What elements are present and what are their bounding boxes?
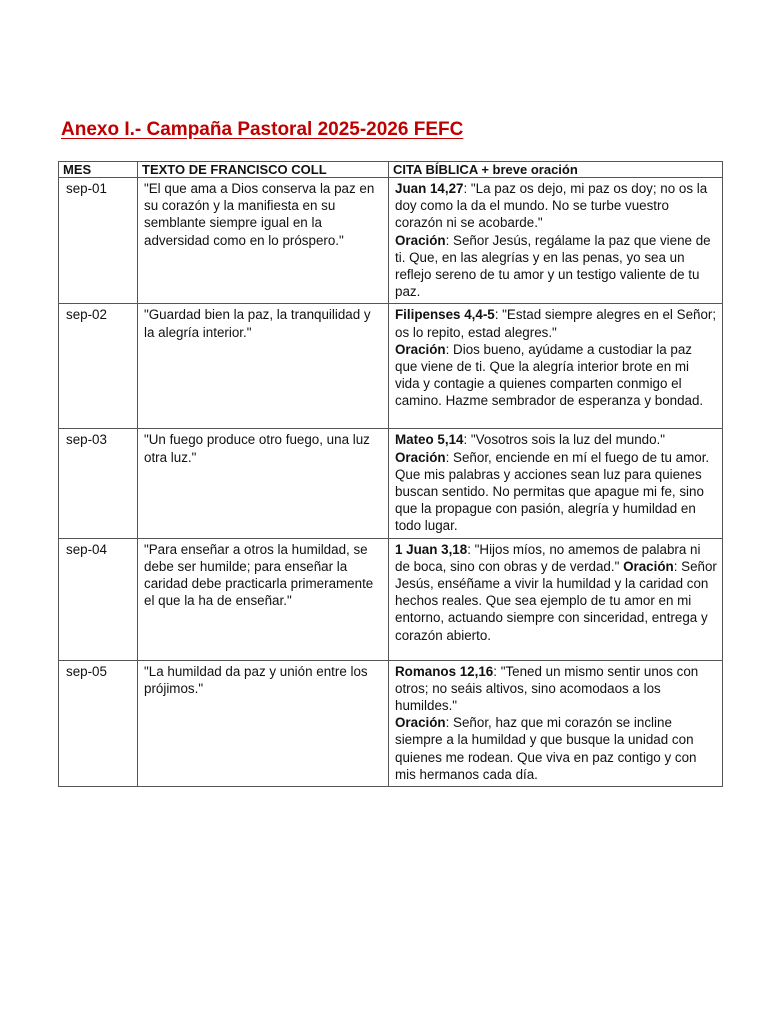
prayer-label: Oración bbox=[395, 232, 446, 248]
prayer-label: Oración bbox=[395, 341, 446, 357]
cita-cell bbox=[389, 304, 723, 429]
table-row bbox=[59, 429, 723, 538]
bible-quote: : "Hijos míos, no amemos de palabra ni de boca, sino con obras y de verdad." bbox=[395, 541, 701, 574]
header-texto: TEXTO DE FRANCISCO COLL bbox=[138, 162, 389, 178]
mes-cell: sep-02 bbox=[59, 304, 138, 429]
header-mes: MES bbox=[59, 162, 138, 178]
prayer-label: Oración bbox=[623, 558, 674, 574]
table-row bbox=[59, 178, 723, 304]
mes-cell: sep-03 bbox=[59, 429, 138, 538]
table-row bbox=[59, 660, 723, 786]
pastoral-campaign-table bbox=[58, 161, 723, 787]
prayer-label: Oración bbox=[395, 715, 446, 731]
bible-reference: Filipenses 4,4-5 bbox=[395, 307, 495, 323]
mes-cell: sep-05 bbox=[59, 660, 138, 786]
prayer-text: : Señor Jesús, enséñame a vivir la humildad y la caridad con hechos reales. Que sea ejemplo de tu amor en mi entorno, actuando siempre con sinceridad, entrega y corazón abierto. bbox=[395, 558, 717, 643]
texto-cell: "Para enseñar a otros la humildad, se debe ser humilde; para enseñar la caridad debe practicarla primeramente el que la ha de enseñar." bbox=[138, 538, 389, 660]
bible-reference: Romanos 12,16 bbox=[395, 663, 494, 679]
mes-cell: sep-01 bbox=[59, 178, 138, 304]
bible-reference: Mateo 5,14 bbox=[395, 432, 464, 448]
prayer-text: : Señor, haz que mi corazón se incline siempre a la humildad y que busque la unidad con quienes me rodean. Que viva en paz contigo y con mis hermanos cada día. bbox=[395, 715, 697, 782]
prayer-label: Oración bbox=[395, 449, 446, 465]
texto-cell: "El que ama a Dios conserva la paz en su corazón y la manifiesta en su semblante siempre igual en la adversidad como en lo próspero." bbox=[138, 178, 389, 304]
cita-cell bbox=[389, 538, 723, 660]
table-header-row bbox=[59, 162, 723, 178]
prayer-text: : Dios bueno, ayúdame a custodiar la paz que viene de ti. Que la alegría interior brote en mi vida y contagie a quienes comparten conmigo el camino. Hazme sembrador de esperanza y bondad. bbox=[395, 341, 704, 409]
bible-quote: : "Tened un mismo sentir unos con otros; no seáis altivos, sino acomodaos a los humildes." bbox=[395, 663, 699, 714]
mes-cell: sep-04 bbox=[59, 538, 138, 660]
texto-cell: "La humildad da paz y unión entre los prójimos." bbox=[138, 660, 389, 786]
cita-cell bbox=[389, 660, 723, 786]
bible-reference: Juan 14,27 bbox=[395, 181, 464, 196]
prayer-text: : Señor, enciende en mí el fuego de tu amor. Que mis palabras y acciones sean luz para quienes buscan sentido. No permitas que apague mi fe, sino que la propague con pasión, alegría y humildad en todo lugar. bbox=[395, 449, 710, 534]
bible-reference: 1 Juan 3,18 bbox=[395, 541, 468, 557]
bible-quote: : "La paz os dejo, mi paz os doy; no os la doy como la da el mundo. No se turbe vuestro corazón ni se acobarde." bbox=[395, 181, 708, 231]
page-title: Anexo I.- Campaña Pastoral 2025-2026 FEFC bbox=[61, 119, 464, 140]
cita-cell bbox=[389, 429, 723, 538]
bible-quote: : "Vosotros sois la luz del mundo." bbox=[463, 432, 666, 448]
table-row bbox=[59, 304, 723, 429]
texto-cell: "Un fuego produce otro fuego, una luz otra luz." bbox=[138, 429, 389, 538]
bible-quote: : "Estad siempre alegres en el Señor; os lo repito, estad alegres." bbox=[395, 307, 717, 340]
texto-cell: "Guardad bien la paz, la tranquilidad y la alegría interior." bbox=[138, 304, 389, 429]
table-row bbox=[59, 538, 723, 660]
prayer-text: : Señor Jesús, regálame la paz que viene de ti. Que, en las alegrías y en las penas, yo sea un reflejo sereno de tu amor y un testigo valiente de tu paz. bbox=[395, 232, 711, 300]
cita-cell bbox=[389, 178, 723, 304]
header-cita: CITA BÍBLICA + breve oración bbox=[389, 162, 723, 178]
